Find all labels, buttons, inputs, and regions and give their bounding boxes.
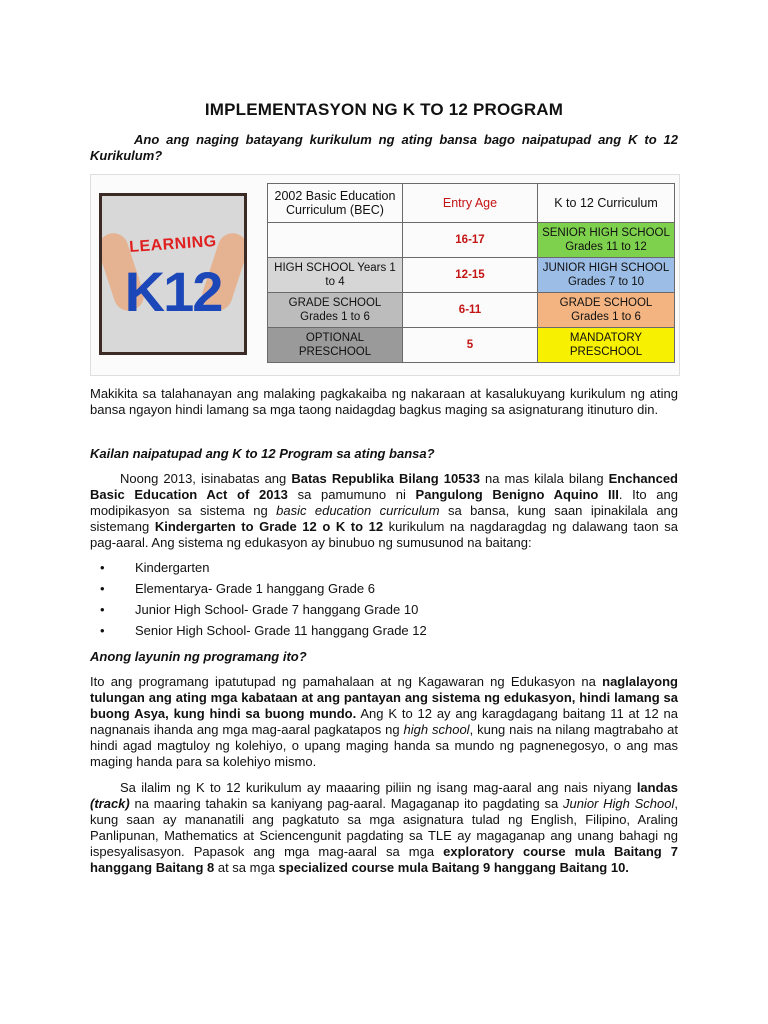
cell-bec: OPTIONAL PRESCHOOL [268,328,403,363]
italic-run: basic education curriculum [276,503,440,518]
table-row [268,258,675,293]
bold-run: specialized course mula Baitang 9 hanggang Baitang 10. [278,860,629,875]
k12-logo-text: K12 [124,260,222,323]
header-entry-age: Entry Age [403,184,538,223]
text-run: na maaring tahakin sa kaniyang pag-aaral. Magaganap ito pagdating sa [129,796,563,811]
cell-age: 16-17 [403,223,538,258]
table-row [268,328,675,363]
list-item: • Elementarya- Grade 1 hanggang Grade 6 [90,578,678,599]
intro-question: Ano ang naging batayang kurikulum ng ating bansa bago naipatupad ang K to 12 Kurikulum? [90,132,678,163]
text-run: na mas kilala bilang [479,471,609,486]
section2-paragraph-1 [90,674,678,770]
list-item: • Junior High School- Grade 7 hanggang Grade 10 [90,599,678,620]
cell-bec: GRADE SCHOOL Grades 1 to 6 [268,293,403,328]
table-row [268,293,675,328]
cell-bec [268,223,403,258]
text-run: Sa ilalim ng K to 12 kurikulum ay maaaring piliin ng isang mag-aaral ang nais niyang [120,780,637,795]
section2-paragraph-2 [90,780,678,876]
text-run: Ang K to 12 ay ang karagdagang baitang 11 at 12 na nagnanais ihanda ang mga mag-aaral pagkatapos ng [90,706,678,737]
text-run: , kung nais na nilang magtrabaho at hindi agad magtuloy ng kolehiyo, o upang maging handa sa mundo ng pagnenegosyo, o ang mas maging handa para sa kolehiyo mismo. [90,722,678,769]
italic-run: Junior High School [562,796,675,811]
list-item: • Kindergarten [90,557,678,578]
cell-bec: HIGH SCHOOL Years 1 to 4 [268,258,403,293]
table-header-row [268,184,675,223]
cell-k12: MANDATORY PRESCHOOL [538,328,675,363]
text-run: sa bansa, kung saan ipinakilala ang sistemang [90,503,679,534]
italic-run: high school [403,722,470,737]
bold-run: naglalayong tulungan ang ating mga kabataan at ang pantayan ang sistema ng edukasyon, hindi lamang sa buong Asya, kung hindi sa buong mundo. [90,674,678,721]
text-run: at sa mga [214,860,279,875]
bold-run: landas [636,780,678,795]
education-levels-list [90,557,678,641]
section1-paragraph [90,471,678,551]
learning-word: LEARNING [128,232,218,257]
text-run: . Ito ang modipikasyon sa sistema ng [90,487,678,518]
text-run: sa pamumuno ni [287,487,416,502]
list-item: • Senior High School- Grade 11 hanggang Grade 12 [90,620,678,641]
document-title: IMPLEMENTASYON NG K TO 12 PROGRAM [204,100,564,119]
text-run: kurikulum na nagdaragdag ng dalawang taon sa pag-aaral. Ang sistema ng edukasyon ay binubuo ng sumusunod na baitang: [90,519,678,550]
header-k12: K to 12 Curriculum [538,184,675,223]
document-content [90,100,678,876]
header-bec: 2002 Basic Education Curriculum (BEC) [268,184,403,223]
section1-question: Kailan naipatupad ang K to 12 Program sa ating bansa? [90,446,435,461]
section2-question: Anong layunin ng programang ito? [90,649,307,664]
cell-age: 6-11 [403,293,538,328]
cell-k12: JUNIOR HIGH SCHOOL Grades 7 to 10 [538,258,675,293]
curriculum-comparison-table [267,183,675,363]
curriculum-figure [90,174,680,376]
table-caption: Makikita sa talahanayan ang malaking pagkakaiba ng nakaraan at kasalukuyang kurikulum ng ating bansa ngayon hindi lamang sa mga taong naidagdag bagkus maging sa asignaturang itinuturo din. [90,386,678,417]
bold-run: exploratory course mula Baitang 7 hanggang Baitang 8 [90,844,678,875]
cell-age: 12-15 [403,258,538,293]
bold-italic-run: (track) [90,796,130,811]
bold-run: Batas Republika Bilang 10533 [291,471,480,486]
text-run: , kung saan ay mananatili ang pagkatuto sa mga asignatura tulad ng English, Filipino, Araling Panlipunan, Mathematics at Sciencengunit pagdating sa TLE ay magaganap ang unang bahagi ng ispesyalisasyon. Papasok ang mga mag-aaral sa mga [90,796,678,859]
bold-run: Kindergarten to Grade 12 o K to 12 [154,519,384,534]
text-run: Ito ang programang ipatutupad ng pamahalaan at ng Kagawaran ng Edukasyon na [90,674,603,689]
bold-run: Pangulong Benigno Aquino III [415,487,619,502]
bold-run: Enchanced Basic Education Act of 2013 [90,471,678,502]
cell-k12: SENIOR HIGH SCHOOL Grades 11 to 12 [538,223,675,258]
text-run: Noong 2013, isinabatas ang [120,471,292,486]
k12-learning-image [99,193,247,355]
cell-age: 5 [403,328,538,363]
cell-k12: GRADE SCHOOL Grades 1 to 6 [538,293,675,328]
table-row [268,223,675,258]
